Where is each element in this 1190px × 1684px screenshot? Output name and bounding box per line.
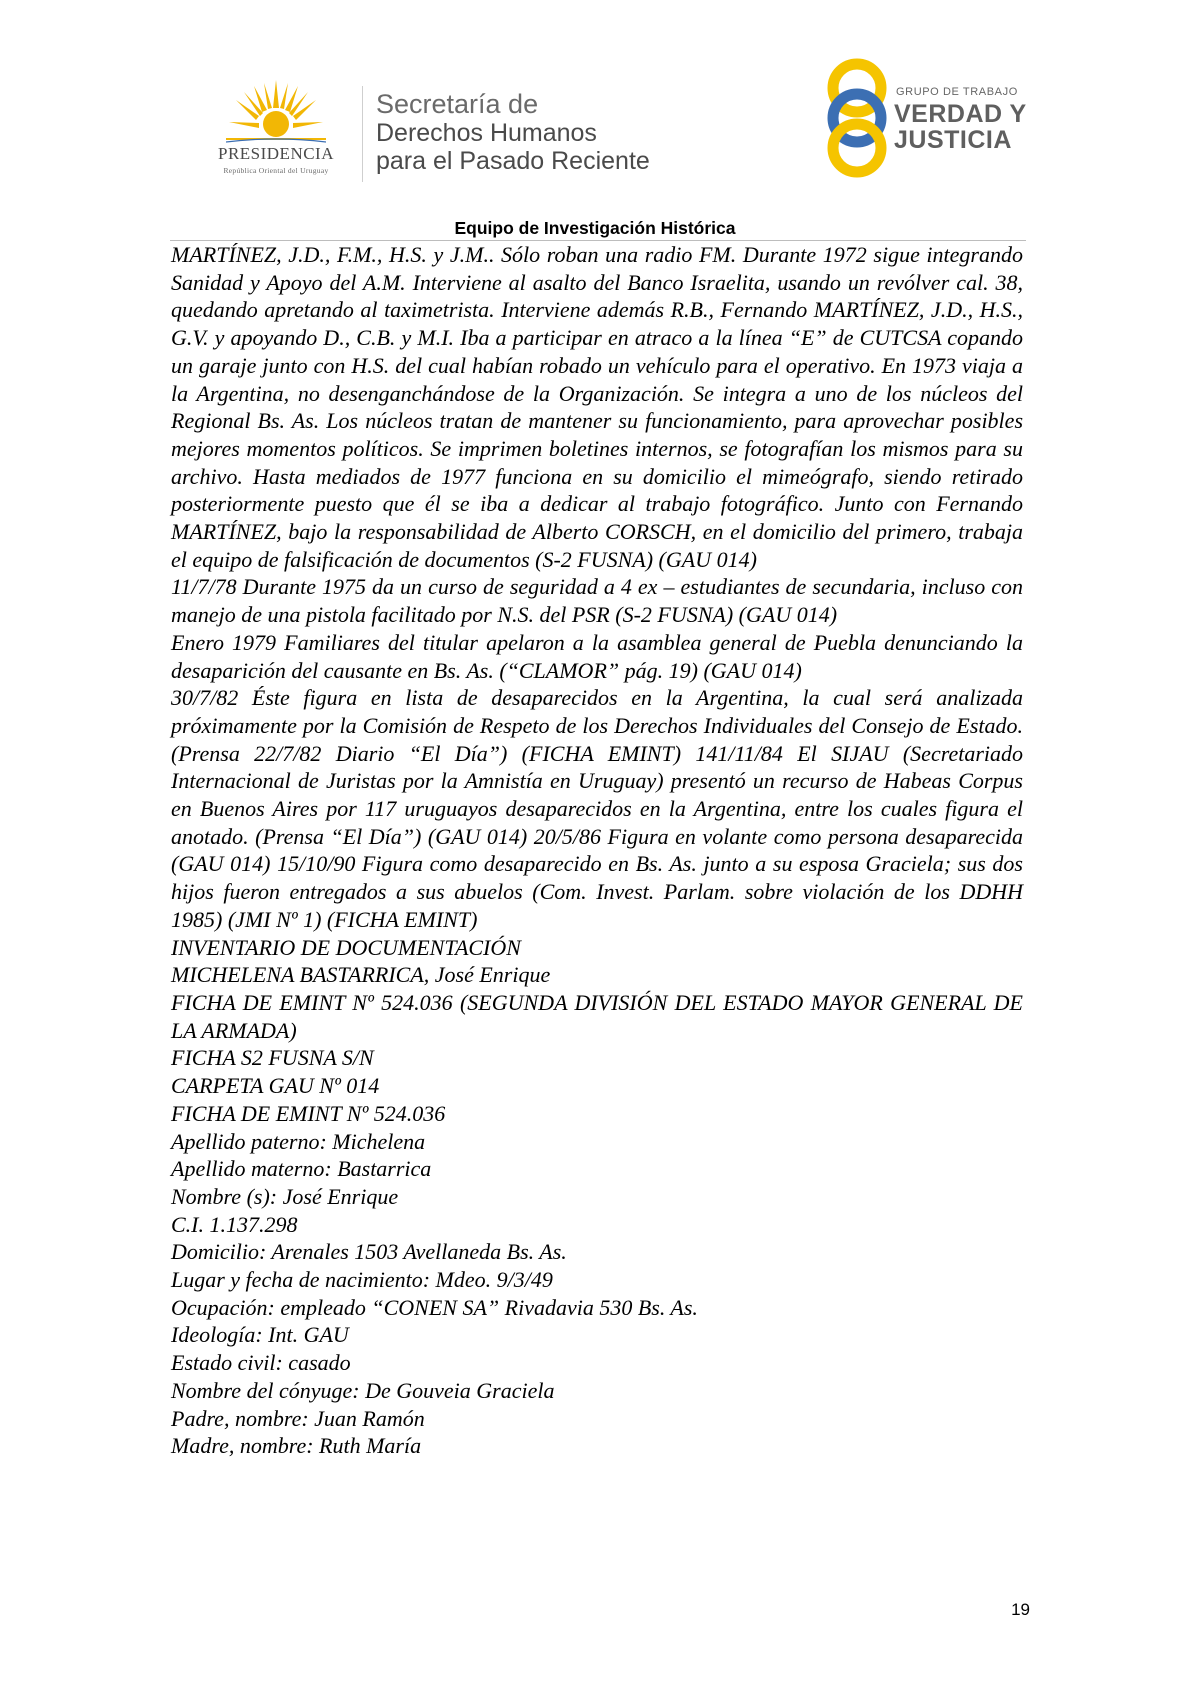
grupo-big-label-1: VERDAD Y — [894, 100, 1027, 128]
record-field: Estado civil: casado — [171, 1350, 351, 1376]
record-field: Apellido materno: Bastarrica — [171, 1156, 432, 1182]
document-body — [171, 241, 1023, 1460]
inventory-line: CARPETA GAU Nº 014 — [171, 1073, 380, 1099]
record-field: Lugar y fecha de nacimiento: Mdeo. 9/3/49 — [171, 1267, 553, 1293]
presidencia-subtitle: República Oriental del Uruguay — [223, 166, 329, 175]
team-title: Equipo de Investigación Histórica — [454, 218, 736, 238]
page-number: 19 — [1011, 1600, 1030, 1619]
grupo-small-label: GRUPO DE TRABAJO — [896, 86, 1018, 98]
inventory-heading: INVENTARIO DE DOCUMENTACIÓN — [171, 934, 521, 960]
record-field: Ocupación: empleado “CONEN SA” Rivadavia 530 Bs. As. — [171, 1294, 698, 1320]
presidencia-logo — [196, 78, 356, 178]
body-paragraph: Enero 1979 Familiares del titular apelaron a la asamblea general de Puebla denunciando la desaparición del causante en Bs. As. (“CLAMOR” pág. 19) (GAU 014) — [171, 629, 1023, 683]
secretaria-line-1: Secretaría de — [376, 89, 539, 119]
page-header — [0, 0, 1190, 240]
record-field: Madre, nombre: Ruth María — [171, 1433, 422, 1459]
record-field: Nombre del cónyuge: De Gouveia Graciela — [171, 1377, 555, 1403]
body-paragraph: 30/7/82 Éste figura en lista de desaparecidos en la Argentina, la cual será analizada próximamente por la Comisión de Respeto de los Derechos Individuales del Consejo de Estado. (Prensa 22/7/82 Diario “El Día”) (FICHA EMINT) 141/11/84 El SIJAU (Secretariado Internacional de Juristas por la Amnistía en Uruguay) presentó un recurso de Habeas Corpus en Buenos Aires por 117 uruguayos desaparecidos en la Argentina, entre los cuales figura el anotado. (Prensa “El Día”) (GAU 014) 20/5/86 Figura en volante como persona desaparecida (GAU 014) 15/10/90 Figura como desaparecido en Bs. As. junto a su esposa Graciela; sus dos hijos fueron entregados a sus abuelos (Com. Invest. Parlam. sobre violación de los DDHH 1985) (JMI Nº 1) (FICHA EMINT) — [171, 685, 1023, 932]
secretaria-line-2: Derechos Humanos — [376, 119, 597, 147]
body-paragraph: MARTÍNEZ, J.D., F.M., H.S. y J.M.. Sólo roban una radio FM. Durante 1972 sigue integrando Sanidad y Apoyo del A.M. Interviene al asalto del Banco Israelita, usando un revólver cal. 38, quedando apretando al taximetrista. Interviene además R.B., Fernando MARTÍNEZ, J.D., H.S., G.V. y apoyando D., C.B. y M.I. Iba a participar en atraco a la línea “E” de CUTCSA copando un garaje junto con H.S. del cual habían robado un vehículo para el operativo. En 1973 viaja a la Argentina, no desenganchándose de la Organización. Se integra a uno de los núcleos del Regional Bs. As. Los núcleos tratan de mantener su funcionamiento, para aprovechar posibles mejores momentos políticos. Se imprimen boletines internos, se fotografían los mismos para su archivo. Hasta mediados de 1977 funciona en su domicilio el mimeógrafo, siendo retirado posteriormente puesto que él se iba a dedicar al trabajo fotográfico. Junto con Fernando MARTÍNEZ, bajo la responsabilidad de Alberto CORSCH, en el domicilio del primero, trabaja el equipo de falsificación de documentos (S-2 FUSNA) (GAU 014) — [171, 242, 1023, 572]
inventory-subject: MICHELENA BASTARRICA, José Enrique — [171, 962, 551, 988]
record-field: Padre, nombre: Juan Ramón — [171, 1405, 425, 1431]
secretaria-line-3: para el Pasado Reciente — [376, 147, 650, 175]
inventory-line: FICHA S2 FUSNA S/N — [171, 1045, 374, 1071]
record-field: Nombre (s): José Enrique — [171, 1183, 399, 1209]
record-field: Ideología: Int. GAU — [171, 1322, 349, 1348]
grupo-trabajo-logo — [822, 56, 1027, 181]
record-field: Apellido paterno: Michelena — [171, 1128, 426, 1154]
record-field: C.I. 1.137.298 — [171, 1211, 298, 1237]
body-paragraph: 11/7/78 Durante 1975 da un curso de seguridad a 4 ex – estudiantes de secundaria, incluso con manejo de una pistola facilitado por N.S. del PSR (S-2 FUSNA) (GAU 014) — [171, 574, 1023, 628]
presidencia-name: PRESIDENCIA — [217, 144, 334, 163]
record-field: Domicilio: Arenales 1503 Avellaneda Bs. As. — [171, 1239, 567, 1265]
inventory-line: FICHA DE EMINT Nº 524.036 (SEGUNDA DIVISIÓN DEL ESTADO MAYOR GENERAL DE LA ARMADA) — [171, 989, 1023, 1043]
secretaria-title — [376, 90, 650, 175]
grupo-big-label-2: JUSTICIA — [894, 126, 1012, 154]
linked-rings-icon — [822, 56, 892, 181]
inventory-line: FICHA DE EMINT Nº 524.036 — [171, 1100, 446, 1126]
sun-icon — [226, 78, 326, 148]
logo-divider — [362, 86, 363, 182]
